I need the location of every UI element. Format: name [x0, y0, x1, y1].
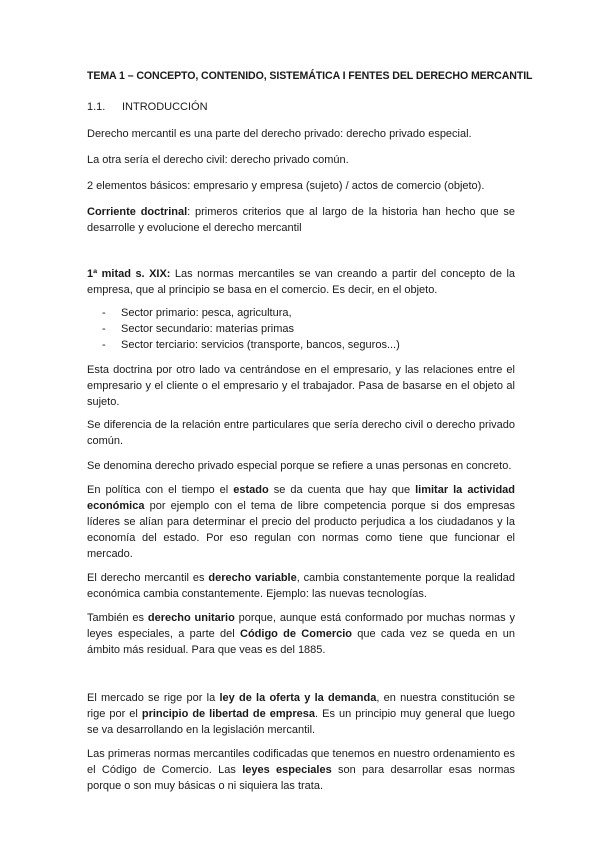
paragraph-4: Corriente doctrinal: primeros criterios que al largo de la historia han hecho que se desarrolle y evolucione el derecho mercantil: [87, 206, 516, 234]
list-item: - Sector secundario: materias primas: [102, 323, 295, 335]
document-title: TEMA 1 – CONCEPTO, CONTENIDO, SISTEMÁTICA I FENTES DEL DERECHO MERCANTIL: [87, 70, 533, 82]
section-heading: [87, 99, 515, 115]
paragraph-10: El derecho mercantil es derecho variable, cambia constantemente porque la realidad económica cambia constantemente. Ejemplo: las nuevas tecnologías.: [87, 572, 516, 600]
paragraph-1: Derecho mercantil es una parte del derecho privado: derecho privado especial.: [87, 128, 472, 140]
section-number: 1.1.: [87, 101, 106, 113]
list-item: - Sector terciario: servicios (transporte, bancos, seguros...): [102, 339, 400, 351]
paragraph-8: Se denomina derecho privado especial porque se refiere a unas personas en concreto.: [87, 460, 512, 472]
bold-term: 1ª mitad s. XIX:: [87, 268, 171, 280]
sector-list: [87, 305, 515, 353]
paragraph-2: La otra sería el derecho civil: derecho privado común.: [87, 154, 349, 166]
paragraph-12: El mercado se rige por la ley de la oferta y la demanda, en nuestra constitución se rige por el principio de libertad de empresa. Es un principio muy general que luego se va desarrollando en la legislación mercantil.: [87, 692, 515, 736]
bold-term: Corriente doctrinal: [87, 206, 188, 218]
paragraph-3: 2 elementos básicos: empresario y empresa (sujeto) / actos de comercio (objeto).: [87, 180, 485, 192]
paragraph-7: Se diferencia de la relación entre particulares que sería derecho civil o derecho privado común.: [87, 419, 515, 447]
paragraph-11: También es derecho unitario porque, aunque está conformado por muchas normas y leyes especiales, a parte del Código de Comercio que cada vez se queda en un ámbito más residual. Para que veas es del 1885.: [87, 612, 516, 656]
paragraph-6: Esta doctrina por otro lado va centrándose en el empresario, y las relaciones entre el empresario y el cliente o el empresario y el trabajador. Pasa de basarse en el objeto al sujeto.: [87, 364, 515, 408]
document-page: [87, 68, 533, 794]
paragraph-5: 1ª mitad s. XIX: Las normas mercantiles se van creando a partir del concepto de la empresa, que al principio se basa en el comercio. Es decir, en el objeto.: [87, 268, 516, 296]
paragraph-9: En política con el tiempo el estado se da cuenta que hay que limitar la actividad económica por ejemplo con el tema de libre competencia porque si dos empresas líderes se alían para determinar el precio del producto perjudica a los ciudadanos y la economía del estado. Por eso regulan con normas como tiene que funcionar el mercado.: [87, 484, 515, 560]
section-title: INTRODUCCIÓN: [122, 101, 208, 113]
list-item: - Sector primario: pesca, agricultura,: [102, 307, 292, 319]
paragraph-13: Las primeras normas mercantiles codificadas que tenemos en nuestro ordenamiento es el Código de Comercio. Las leyes especiales son para desarrollar esas normas porque o son muy básicas o ni siquiera las trata.: [87, 748, 515, 792]
